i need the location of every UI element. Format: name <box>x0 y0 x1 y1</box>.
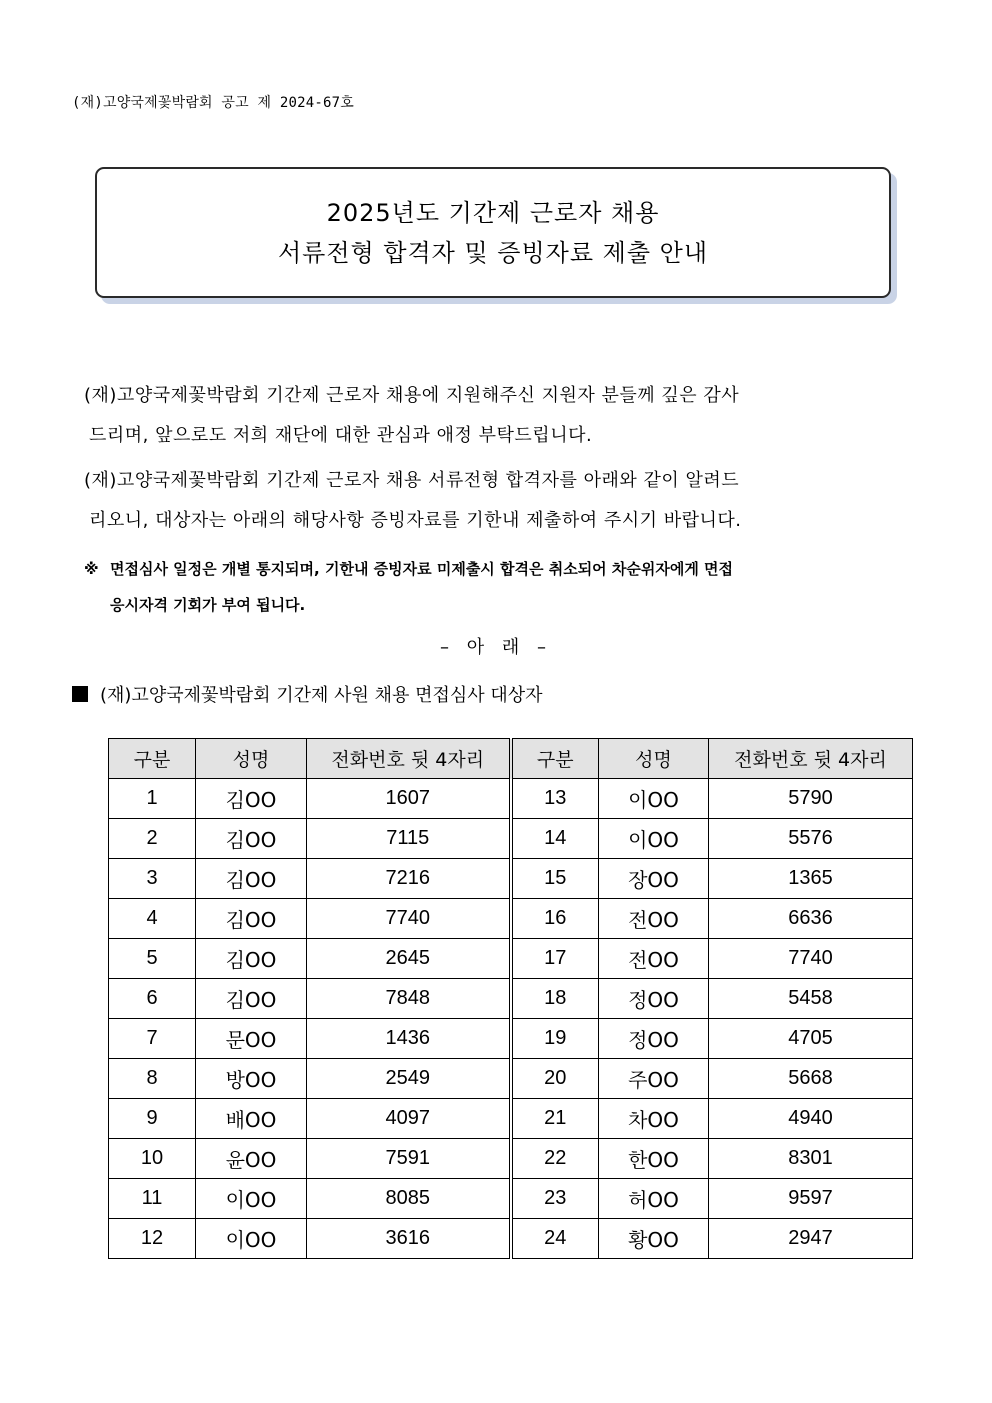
cell-phone: 5458 <box>709 979 913 1019</box>
cell-phone: 5576 <box>709 819 913 859</box>
cell-phone: 7591 <box>307 1139 511 1179</box>
cell-name: 배OO <box>196 1099 307 1139</box>
cell-name: 한OO <box>599 1139 709 1179</box>
cell-name: 김OO <box>196 939 307 979</box>
cell-phone: 3616 <box>307 1219 511 1259</box>
cell-no: 20 <box>511 1059 599 1099</box>
cell-name: 정OO <box>599 979 709 1019</box>
cell-no: 14 <box>511 819 599 859</box>
black-square-icon <box>72 686 88 702</box>
cell-name: 주OO <box>599 1059 709 1099</box>
header-no: 구분 <box>511 739 599 779</box>
cell-no: 17 <box>511 939 599 979</box>
cell-name: 이OO <box>196 1179 307 1219</box>
cell-no: 18 <box>511 979 599 1019</box>
header-phone: 전화번호 뒷 4자리 <box>307 739 511 779</box>
reference-mark-icon: ※ <box>84 560 99 578</box>
table-row <box>109 819 913 859</box>
cell-no: 4 <box>109 899 196 939</box>
cell-phone: 2947 <box>709 1219 913 1259</box>
cell-name: 허OO <box>599 1179 709 1219</box>
cell-no: 24 <box>511 1219 599 1259</box>
section-heading <box>72 681 543 707</box>
interview-note-line-2: 응시자격 기회가 부여 됩니다. <box>110 596 306 614</box>
cell-no: 9 <box>109 1099 196 1139</box>
cell-phone: 7216 <box>307 859 511 899</box>
cell-phone: 8085 <box>307 1179 511 1219</box>
cell-no: 8 <box>109 1059 196 1099</box>
cell-name: 황OO <box>599 1219 709 1259</box>
table-row <box>109 1099 913 1139</box>
header-no: 구분 <box>109 739 196 779</box>
cell-name: 차OO <box>599 1099 709 1139</box>
cell-name: 이OO <box>599 819 709 859</box>
cell-phone: 5668 <box>709 1059 913 1099</box>
paragraph-announcement-line-2: 리오니, 대상자는 아래의 해당사항 증빙자료를 기한내 제출하여 주시기 바랍니다. <box>89 510 742 531</box>
cell-no: 23 <box>511 1179 599 1219</box>
table-header-row <box>109 739 913 779</box>
cell-name: 전OO <box>599 939 709 979</box>
cell-phone: 9597 <box>709 1179 913 1219</box>
cell-phone: 4705 <box>709 1019 913 1059</box>
cell-name: 정OO <box>599 1019 709 1059</box>
cell-name: 김OO <box>196 859 307 899</box>
table-row <box>109 939 913 979</box>
cell-name: 전OO <box>599 899 709 939</box>
section-title: (재)고양국제꽃박람회 기간제 사원 채용 면접심사 대상자 <box>100 685 543 706</box>
cell-phone: 1436 <box>307 1019 511 1059</box>
paragraph-announcement-line-1: (재)고양국제꽃박람회 기간제 근로자 채용 서류전형 합격자를 아래와 같이 알려드 <box>84 470 740 491</box>
cell-name: 이OO <box>196 1219 307 1259</box>
cell-phone: 7848 <box>307 979 511 1019</box>
table-row <box>109 1219 913 1259</box>
cell-phone: 4097 <box>307 1099 511 1139</box>
cell-name: 김OO <box>196 819 307 859</box>
cell-no: 19 <box>511 1019 599 1059</box>
cell-phone: 7740 <box>307 899 511 939</box>
table-row <box>109 1019 913 1059</box>
cell-name: 방OO <box>196 1059 307 1099</box>
cell-no: 7 <box>109 1019 196 1059</box>
cell-name: 김OO <box>196 899 307 939</box>
cell-name: 이OO <box>599 779 709 819</box>
cell-name: 장OO <box>599 859 709 899</box>
cell-phone: 1607 <box>307 779 511 819</box>
cell-phone: 1365 <box>709 859 913 899</box>
cell-no: 16 <box>511 899 599 939</box>
cell-phone: 2549 <box>307 1059 511 1099</box>
cell-name: 김OO <box>196 779 307 819</box>
title-line-2: 서류전형 합격자 및 증빙자료 제출 안내 <box>277 238 709 267</box>
cell-no: 22 <box>511 1139 599 1179</box>
cell-phone: 7115 <box>307 819 511 859</box>
cell-phone: 8301 <box>709 1139 913 1179</box>
cell-phone: 5790 <box>709 779 913 819</box>
cell-no: 12 <box>109 1219 196 1259</box>
cell-phone: 6636 <box>709 899 913 939</box>
cell-phone: 4940 <box>709 1099 913 1139</box>
header-phone: 전화번호 뒷 4자리 <box>709 739 913 779</box>
cell-name: 김OO <box>196 979 307 1019</box>
cell-no: 1 <box>109 779 196 819</box>
candidate-table <box>108 738 913 1259</box>
interview-note <box>84 551 924 623</box>
cell-no: 11 <box>109 1179 196 1219</box>
paragraph-announcement <box>84 461 924 541</box>
paragraph-thanks <box>84 376 924 456</box>
cell-name: 문OO <box>196 1019 307 1059</box>
cell-no: 3 <box>109 859 196 899</box>
below-divider-label: – 아 래 – <box>440 637 552 658</box>
table-body <box>109 779 913 1259</box>
cell-phone: 7740 <box>709 939 913 979</box>
cell-no: 10 <box>109 1139 196 1179</box>
notice-number: (재)고양국제꽃박람회 공고 제 2024-67호 <box>72 95 354 111</box>
cell-no: 5 <box>109 939 196 979</box>
cell-no: 21 <box>511 1099 599 1139</box>
table-row <box>109 859 913 899</box>
table-row <box>109 979 913 1019</box>
cell-no: 13 <box>511 779 599 819</box>
title-line-1: 2025년도 기간제 근로자 채용 <box>326 198 660 227</box>
cell-no: 2 <box>109 819 196 859</box>
interview-note-line-1: 면접심사 일정은 개별 통지되며, 기한내 증빙자료 미제출시 합격은 취소되어 차순위자에게 면접 <box>110 560 734 578</box>
header-name: 성명 <box>196 739 307 779</box>
table-row <box>109 1179 913 1219</box>
cell-no: 15 <box>511 859 599 899</box>
table-row <box>109 779 913 819</box>
paragraph-thanks-line-1: (재)고양국제꽃박람회 기간제 근로자 채용에 지원해주신 지원자 분들께 깊은 감사 <box>84 385 740 406</box>
paragraph-thanks-line-2: 드리며, 앞으로도 저희 재단에 대한 관심과 애정 부탁드립니다. <box>89 425 593 446</box>
title-box <box>95 167 891 298</box>
header-name: 성명 <box>599 739 709 779</box>
cell-name: 윤OO <box>196 1139 307 1179</box>
table-row <box>109 1059 913 1099</box>
table-row <box>109 1139 913 1179</box>
cell-no: 6 <box>109 979 196 1019</box>
cell-phone: 2645 <box>307 939 511 979</box>
table-row <box>109 899 913 939</box>
